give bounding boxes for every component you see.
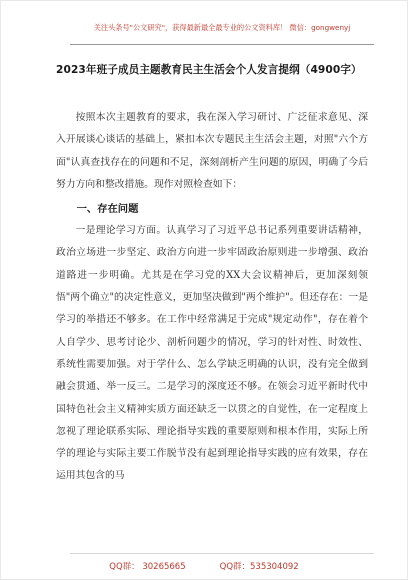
footer-divider: [70, 553, 374, 554]
section-heading: 一、存在问题: [76, 203, 139, 216]
footer-qq-group-1: QQ群： 30265665: [109, 562, 186, 572]
section-paragraph: 一是理论学习方面。认真学习了习近平总书记系列重要讲话精神，政治立场进一步坚定、政治方向进一步牢固政治原则进一步增强、政治道路进一步明确。尤其是在学习党的XX大会议精神后，更加深刻领悟"两个确立"的决定性意义，更加坚决做到"两个维护"。但还存在：一是学习的举措还不够多。在工作中经常满足于完成"规定动作"，存在着个人自学少、思考讨论少、剖析问题少的情况，学习的针对性、时效性、系统性需要加强。对于学什么、怎么学缺乏明确的认识，没有完全做到融会贯通、举一反三。二是学习的深度还不够。在领会习近平新时代中国特色社会主义精神实质方面还缺乏一以贯之的自觉性，在一定程度上忽视了理论联系实际、理论指导实践的重要原则和根本作用，实际上所学的理论与实际主要工作脱节没有起到理论指导实践的应有效果，存在运用其包含的马: [56, 225, 368, 482]
header-text: 关注头条号"公文研究"，获得最新最全最专业的公文资料库！ 微信：gongwenyj: [93, 23, 351, 32]
document-title: 2023年班子成员主题教育民主生活会个人发言提纲（4900字）: [56, 64, 362, 76]
page-header: [70, 14, 374, 42]
footer-qq-group-2: QQ群：535304092: [219, 562, 299, 572]
intro-paragraph: 按照本次主题教育的要求，我在深入学习研讨、广泛征求意见、深入开展谈心谈话的基础上，紧扣本次专题民主生活会主题，对照"六个方面"认真查找存在的问题和不足，深刻剖析产生问题的原因，明确了今后努力方向和整改措施。现作对照检查如下：: [56, 112, 368, 190]
header-divider: [70, 44, 374, 45]
document-body: [56, 107, 368, 488]
page-footer: [0, 556, 408, 576]
